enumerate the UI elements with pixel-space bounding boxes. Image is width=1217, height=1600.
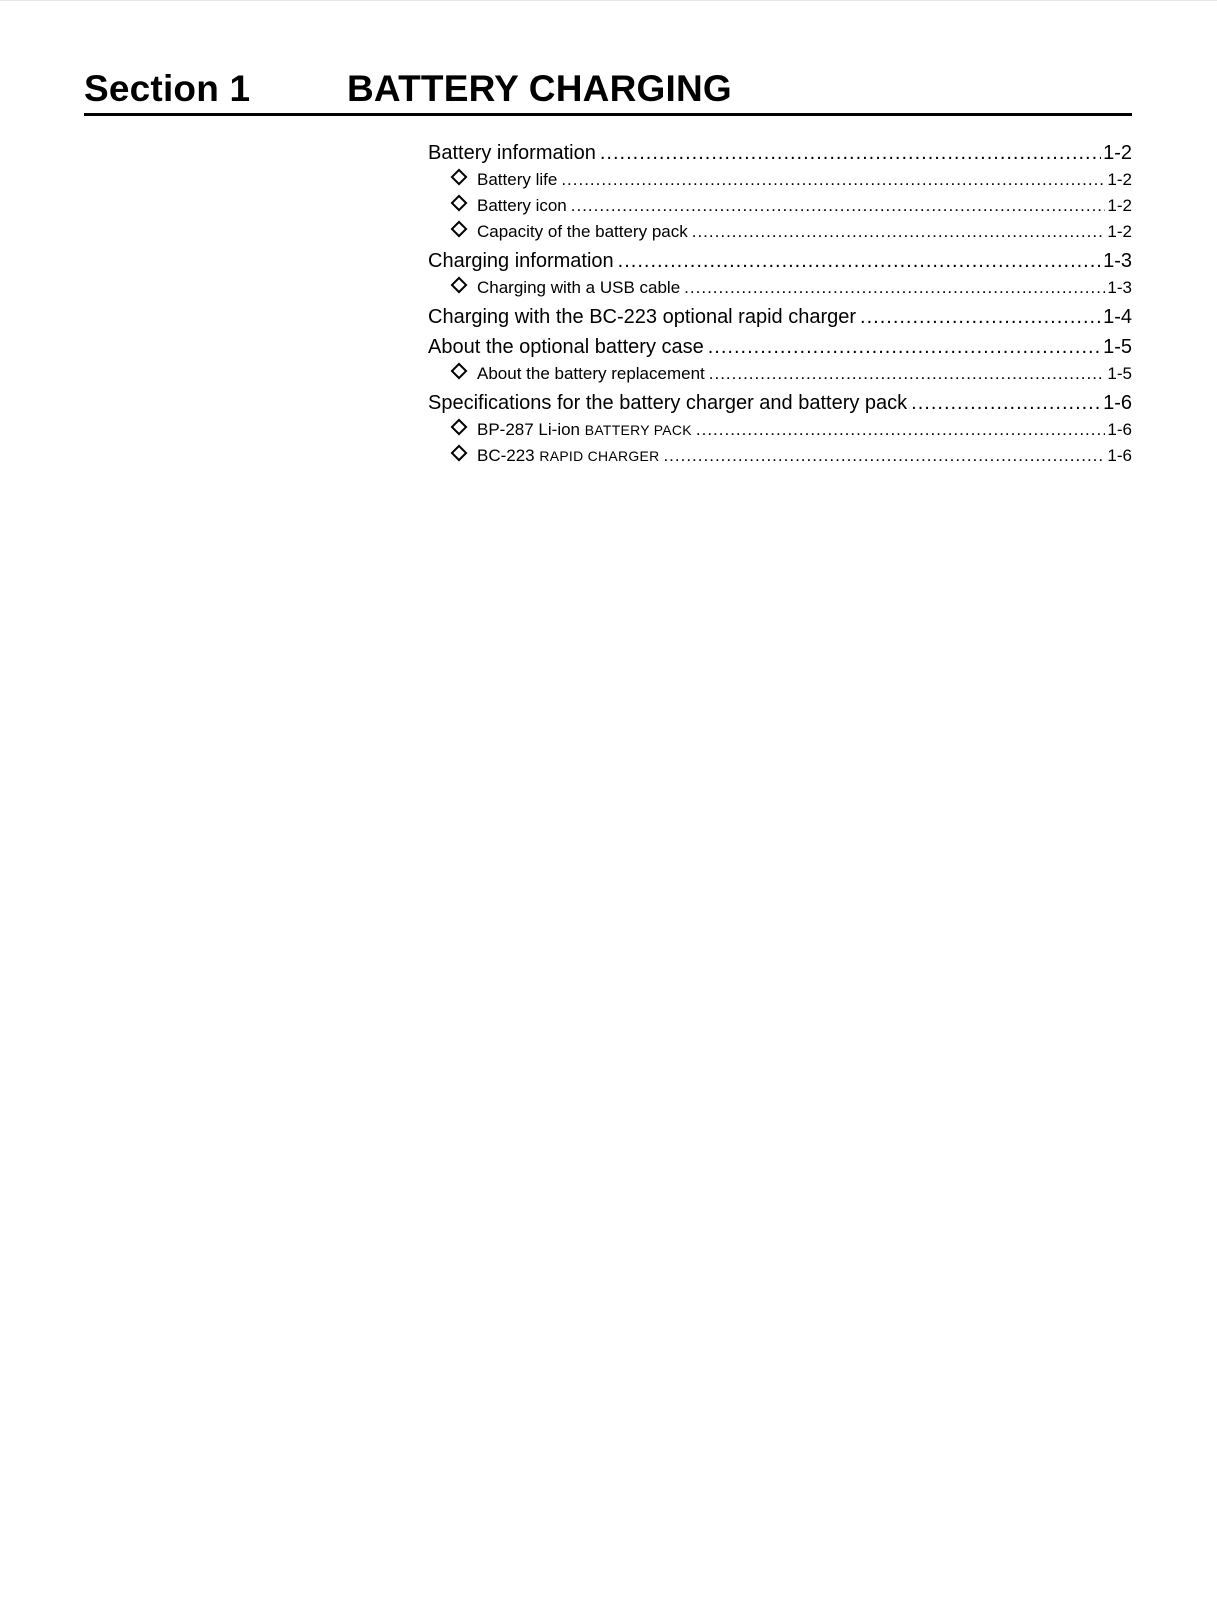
toc-entry-label: Capacity of the battery pack [477,222,688,241]
dot-leader [709,364,1106,384]
dot-leader [663,446,1105,466]
dot-leader [696,420,1106,440]
toc-entry-label: Battery information [428,142,596,164]
page-top-edge [0,0,1217,1]
toc-entry-page: 1-3 [1107,278,1132,297]
toc-entry-capacity-of-battery-pack[interactable] [428,222,1132,248]
toc-entry-page: 1-2 [1103,142,1132,164]
toc-entry-page: 1-2 [1107,222,1132,241]
dot-leader [618,250,1101,273]
dot-leader [692,222,1106,242]
toc-entry-optional-battery-case[interactable] [428,336,1132,366]
toc-entry-page: 1-4 [1103,306,1132,328]
dot-leader [911,392,1101,415]
dot-leader [561,170,1105,190]
toc-entry-label [477,420,692,440]
toc-entry-label: Battery life [477,170,558,189]
toc-entry-charging-with-bc-223[interactable] [428,306,1132,336]
toc-entry-label: Charging information [428,250,614,272]
toc-entry-label-prefix: BP-287 Li-ion [477,420,585,439]
toc-entry-label-smallcaps: BATTERY PACK [584,422,692,438]
toc-entry-page: 1-2 [1107,170,1132,189]
dot-leader [860,306,1101,329]
section-header [84,66,1130,116]
toc-entry-bp-287-battery-pack[interactable] [428,420,1132,446]
toc-entry-battery-life[interactable] [428,170,1132,196]
toc-entry-specifications[interactable] [428,392,1132,422]
table-of-contents [428,142,1132,472]
section-number: Section 1 [84,68,251,109]
toc-entry-page: 1-6 [1107,420,1132,439]
toc-entry-bc-223-rapid-charger[interactable] [428,446,1132,472]
toc-entry-charging-with-usb-cable[interactable] [428,278,1132,304]
diamond-outline-icon [451,195,468,212]
dot-leader [708,336,1101,359]
diamond-outline-icon [451,221,468,238]
dot-leader [600,142,1101,165]
toc-entry-label: About the battery replacement [477,364,705,383]
toc-entry-label-smallcaps: RAPID CHARGER [539,448,660,464]
header-rule [84,113,1132,116]
diamond-outline-icon [451,419,468,436]
diamond-outline-icon [451,445,468,462]
toc-entry-label: About the optional battery case [428,336,704,358]
toc-entry-battery-icon[interactable] [428,196,1132,222]
toc-entry-page: 1-6 [1103,392,1132,414]
toc-entry-page: 1-2 [1107,196,1132,215]
section-title: BATTERY CHARGING [347,68,732,109]
toc-entry-label: Charging with a USB cable [477,278,681,297]
toc-entry-label: Specifications for the battery charger and battery pack [428,392,908,414]
toc-entry-charging-information[interactable] [428,250,1132,280]
toc-entry-label: Battery icon [477,196,567,215]
dot-leader [571,196,1106,216]
toc-entry-page: 1-6 [1107,446,1132,465]
toc-entry-label-prefix: BC-223 [477,446,540,465]
dot-leader [684,278,1105,298]
toc-entry-label: Charging with the BC-223 optional rapid charger [428,306,857,328]
toc-entry-page: 1-5 [1103,336,1132,358]
toc-entry-battery-replacement[interactable] [428,364,1132,390]
diamond-outline-icon [451,363,468,380]
toc-entry-label [477,446,659,466]
toc-entry-battery-information[interactable] [428,142,1132,172]
diamond-outline-icon [451,277,468,294]
toc-entry-page: 1-3 [1103,250,1132,272]
diamond-outline-icon [451,169,468,186]
toc-entry-page: 1-5 [1107,364,1132,383]
